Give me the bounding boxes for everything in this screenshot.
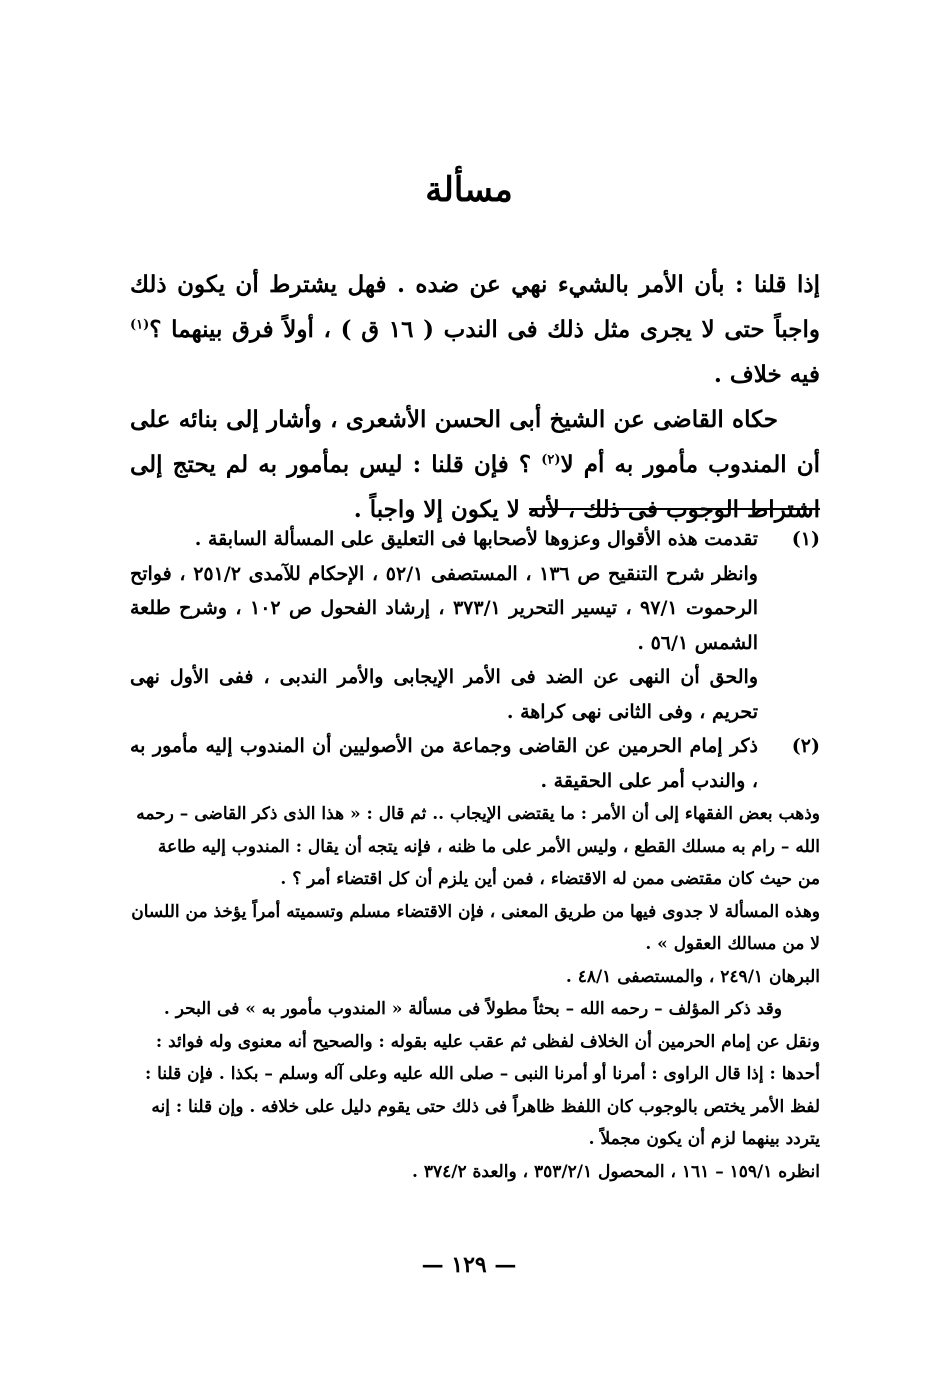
footnote-2-quote: وهذه المسألة لا جدوى فيها من طريق المعنى ، فإن الاقتضاء مسلم وتسميته أمراً يؤخذ من اللسان لا من مسالك العقول » .	[131, 901, 820, 954]
footnote-2-author-note: وقد ذكر المؤلف – رحمه الله – بحثاً مطولاً فى مسألة « المندوب مأمور به » فى البحر . ونقل عن إمام الحرمين أن الخلاف لفظى ثم عقب عليه بقوله : والصحيح أنه معنوى وله فوائد : أحدها : إذا قال الراوى : أمرنا أو أمرنا النبى – صلى الله عليه وعلى آله وسلم – بكذا . فإن قلنا : لفظ الأمر يختص بالوجوب كان اللفظ ظاهراً فى ذلك حتى يقوم دليل على خلافه . وإن قلنا : إنه يتردد بينهما لزم أن يكون مجملاً .	[144, 999, 820, 1149]
paragraph-1-text: إذا قلنا : بأن الأمر بالشيء نهي عن ضده . فهل يشترط أن يكون ذلك واجباً حتى لا يجرى مثل ذلك فى الندب ( ١٦ ق ) ، أولاً فرق بينهما ؟	[130, 271, 820, 343]
footnote-1-line: تقدمت هذه الأقوال وعزوها لأصحابها فى التعليق على المسألة السابقة .	[194, 528, 758, 550]
footnote-2	[130, 729, 820, 798]
footnote-2-number: (٢)	[791, 735, 820, 757]
paragraph-2-text: حكاه القاضى عن الشيخ أبى الحسن الأشعرى ، وأشار إلى بنائه على أن المندوب مأمور به أم لا	[130, 406, 820, 478]
footnote-1-line: وانظر شرح التنقيح ص ١٣٦ ، المستصفى ٥٢/١ ، الإحكام للآمدى ٢٥١/٢ ، فواتح الرحموت ٩٧/١ ، تيسير التحرير ٣٧٣/١ ، إرشاد الفحول ص ١٠٢ ، وشرح طلعة الشمس ٥٦/١ .	[130, 562, 758, 654]
page-number: — ١٢٩ —	[421, 1252, 517, 1278]
footnote-2-references: انظره ١٥٩/١ – ١٦١ ، المحصول ٣٥٣/٢/١ ، والعدة ٣٧٤/٢ .	[412, 1161, 820, 1182]
paragraph-1-tail: فيه خلاف .	[713, 361, 820, 388]
section-title: مسألة	[425, 170, 513, 210]
footnote-2-source: البرهان ٢٤٩/١ ، والمستصفى ٤٨/١ .	[565, 966, 820, 987]
footnote-1-number: (١)	[791, 528, 820, 550]
footnote-ref-2: (٢)	[541, 452, 561, 468]
footnote-2-line: ذكر إمام الحرمين عن القاضى وجماعة من الأصوليين أن المندوب إليه مأمور به ، والندب أمر على الحقيقة .	[130, 735, 758, 792]
footnotes	[130, 522, 820, 1188]
footnote-2-quote: وذهب بعض الفقهاء إلى أن الأمر : ما يقتضى الإيجاب .. ثم قال : « هذا الذى ذكر القاضى – رحمه الله – رام به مسلك القطع ، وليس الأمر على ما ظنه ، فإنه يتجه أن يقال : المندوب إليه طاعة من حيث كان مقتضى ممن له الاقتضاء ، فمن أين يلزم أن كل اقتضاء أمر ؟ .	[136, 804, 820, 889]
main-text	[130, 262, 820, 532]
footnote-1	[130, 522, 820, 729]
footnote-separator	[529, 508, 820, 510]
paragraph-2	[130, 397, 820, 532]
footnote-ref-1: (١)	[130, 317, 150, 333]
footnote-1-line: والحق أن النهى عن الضد فى الأمر الإيجابى والأمر الندبى ، ففى الأول نهى تحريم ، وفى الثانى نهى كراهة .	[130, 666, 758, 723]
paragraph-2-tail: ؟ فإن قلنا : ليس بمأمور به لم يحتج إلى اشتراط الوجوب فى ذلك ، لأنه لا يكون إلا واجباً .	[130, 451, 820, 523]
paragraph-1	[130, 262, 820, 397]
